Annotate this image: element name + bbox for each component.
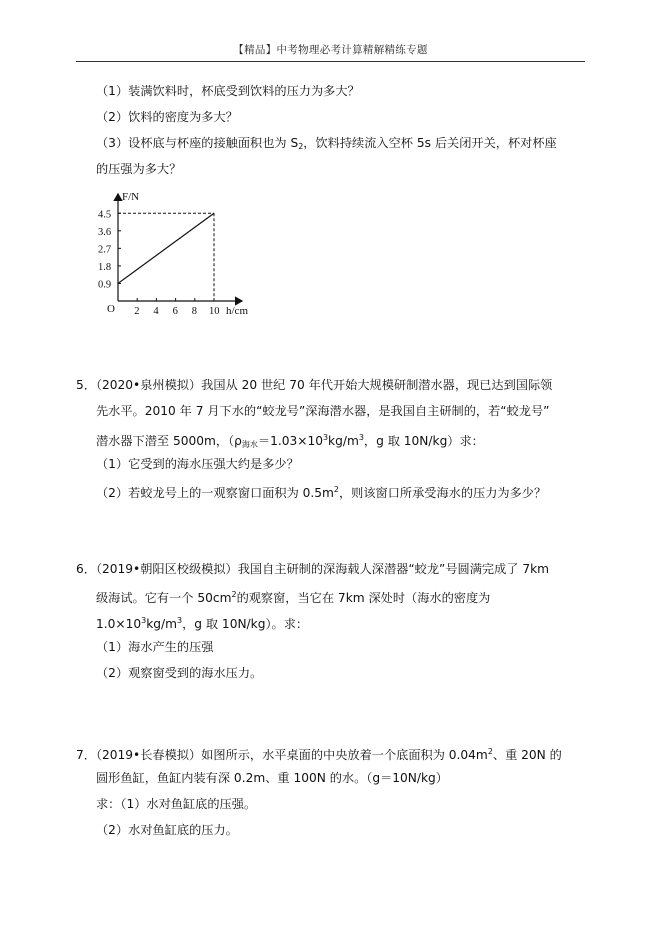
y-tick-label: 4.5 — [98, 209, 112, 221]
q5-part1: （1）它受到的海水压强大约是多少？ — [96, 457, 299, 471]
header-rule — [76, 61, 585, 62]
x-tick-label: 6 — [172, 306, 178, 317]
q4-part3-cont: 的压强为多大？ — [96, 162, 182, 176]
q6-line1: 6．（2019•朝阳区校级模拟）我国自主研制的深海载人深潜器“蛟龙”号圆满完成了 7km — [76, 562, 550, 576]
x-tick-label: 4 — [153, 306, 159, 317]
origin-label: O — [107, 303, 115, 315]
force-height-graph — [92, 188, 272, 323]
x-tick-label: 10 — [209, 306, 220, 317]
q5-line1: 5．（2020•泉州模拟）我国从 20 世纪 70 年代开始大规模研制潜水器，现已达到国际领 — [76, 378, 553, 392]
q4-part3: （3）设杯底与杯座的接触面积也为 $S_2$，饮料持续流入空杯 5s 后关闭开关，杯对杯座 — [96, 136, 557, 151]
y-tick-label: 1.8 — [98, 261, 112, 273]
series-line — [118, 213, 214, 283]
x-tick-label: 8 — [191, 306, 198, 317]
q7-part2: （2）水对鱼缸底的压力。 — [96, 823, 238, 837]
q6-part1: （1）海水产生的压强 — [96, 640, 214, 654]
y-tick-label: 3.6 — [98, 226, 112, 238]
y-tick-label: 0.9 — [98, 279, 112, 291]
q7-part1: 求：（1）水对鱼缸底的压强。 — [96, 797, 257, 811]
x-axis-label: h/cm — [226, 305, 248, 317]
q7-line1: 7．（2019•长春模拟）如图所示，水平桌面的中央放着一个底面积为 $0.04m^2$、重 20N 的 — [76, 747, 562, 762]
q6-line3: $1.0\times 10^3kg/m^3$，g 取 10N/kg）。求： — [96, 616, 309, 631]
q5-line3: 潜水器下潜至 5000m，（$\rho_{海水}=1.03\times 10^3kg/m^3$，g 取 10N/kg）求： — [96, 433, 484, 449]
page-header: 【精品】中考物理必考计算精解精练专题 — [233, 44, 428, 56]
y-axis-label: F/N — [122, 191, 140, 203]
q6-part2: （2）观察窗受到的海水压力。 — [96, 666, 263, 680]
q4-part2: （2）饮料的密度为多大？ — [96, 110, 238, 124]
q5-part2: （2）若蛟龙号上的一观察窗口面积为 $0.5m^2$，则该窗口所承受海水的压力为多少？ — [96, 485, 547, 500]
q4-part1: （1）装满饮料时，杯底受到饮料的压力为多大？ — [96, 84, 360, 98]
y-tick-label: 2.7 — [98, 244, 112, 256]
q6-line2: 级海试。它有一个 $50cm^2$的观察窗，当它在 7km 深处时（海水的密度为 — [96, 590, 491, 605]
q5-line2: 先水平。2010 年 7 月下水的“蛟龙号”深海潜水器，是我国自主研制的，若“蛟龙号” — [96, 404, 550, 418]
x-tick-label: 2 — [134, 306, 140, 317]
q7-line2: 圆形鱼缸，鱼缸内装有深 0.2m、重 100N 的水。（g＝10N/kg） — [96, 771, 448, 785]
